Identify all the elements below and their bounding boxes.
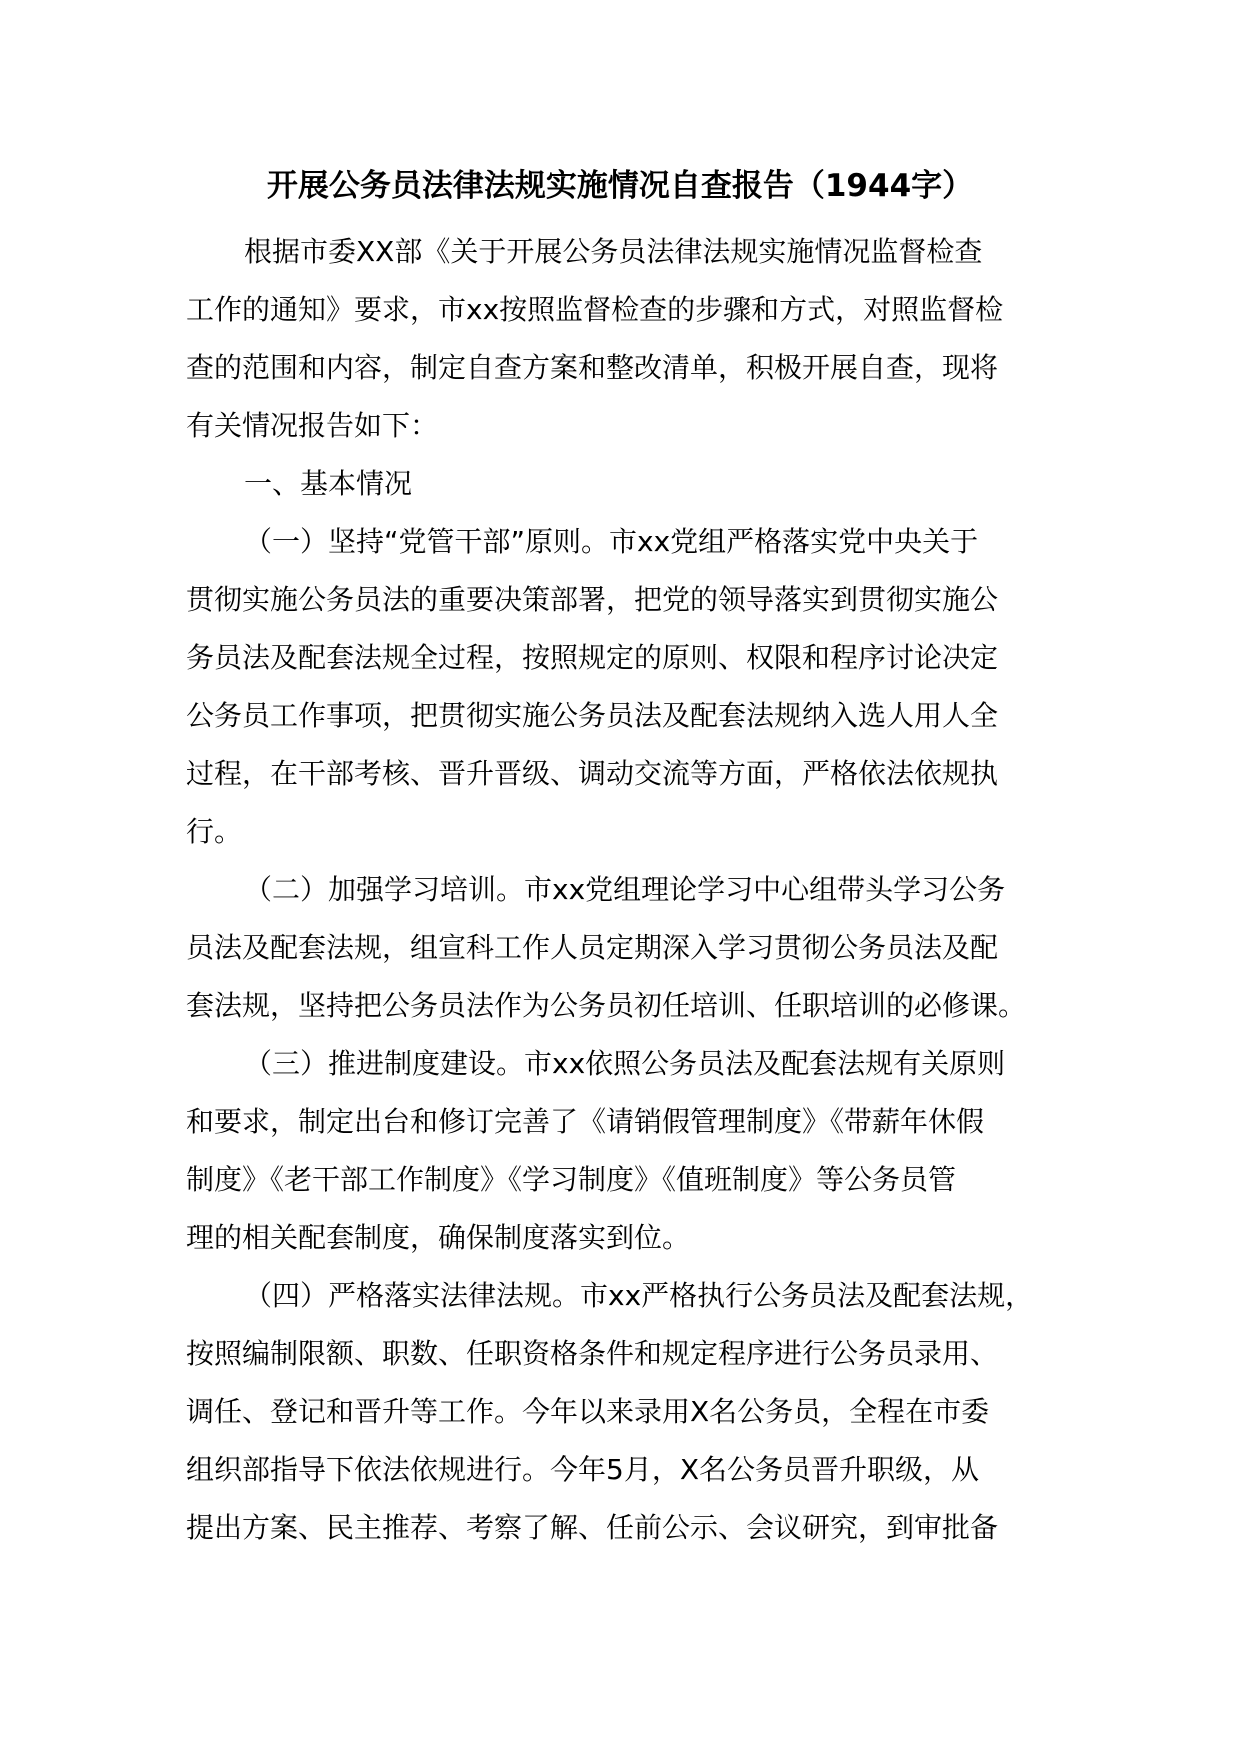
body-line: 查的范围和内容，制定自查方案和整改清单，积极开展自查，现将	[186, 351, 999, 384]
body-line: （三）推进制度建设。市xx依照公务员法及配套法规有关原则	[244, 1047, 1006, 1080]
body-line: 根据市委XX部《关于开展公务员法律法规实施情况监督检查	[244, 235, 983, 268]
body-line: 公务员工作事项，把贯彻实施公务员法及配套法规纳入选人用人全	[186, 699, 999, 732]
body-line: 按照编制限额、职数、任职资格条件和规定程序进行公务员录用、	[186, 1337, 999, 1370]
body-line: 行。	[186, 815, 243, 848]
body-line: 调任、登记和晋升等工作。今年以来录用X名公务员，全程在市委	[186, 1395, 990, 1428]
section-heading: 一、基本情况	[244, 467, 413, 500]
body-line: 提出方案、民主推荐、考察了解、任前公示、会议研究，到审批备	[186, 1511, 999, 1544]
body-line: （二）加强学习培训。市xx党组理论学习中心组带头学习公务	[244, 873, 1006, 906]
body-line: 组织部指导下依法依规进行。今年5月，X名公务员晋升职级，从	[186, 1453, 979, 1486]
body-line: （四）严格落实法律法规。市xx严格执行公务员法及配套法规，	[244, 1279, 1034, 1312]
body-line: 过程，在干部考核、晋升晋级、调动交流等方面，严格依法依规执	[186, 757, 999, 790]
body-line: 有关情况报告如下：	[186, 409, 439, 442]
body-line: 制度》《老干部工作制度》《学习制度》《值班制度》等公务员管	[186, 1163, 957, 1196]
body-line: 和要求，制定出台和修订完善了《请销假管理制度》《带薪年休假	[186, 1105, 985, 1138]
document-title: 开展公务员法律法规实施情况自查报告（1944字）	[266, 168, 974, 204]
body-line: 理的相关配套制度，确保制度落实到位。	[186, 1221, 691, 1254]
body-line: 员法及配套法规，组宣科工作人员定期深入学习贯彻公务员法及配	[186, 931, 999, 964]
body-line: （一）坚持“党管干部”原则。市xx党组严格落实党中央关于	[244, 525, 979, 558]
body-line: 工作的通知》要求，市xx按照监督检查的步骤和方式，对照监督检	[186, 293, 1004, 326]
body-line: 贯彻实施公务员法的重要决策部署，把党的领导落实到贯彻实施公	[186, 583, 999, 616]
body-line: 务员法及配套法规全过程，按照规定的原则、权限和程序讨论决定	[186, 641, 999, 674]
body-line: 套法规，坚持把公务员法作为公务员初任培训、任职培训的必修课。	[186, 989, 1027, 1022]
